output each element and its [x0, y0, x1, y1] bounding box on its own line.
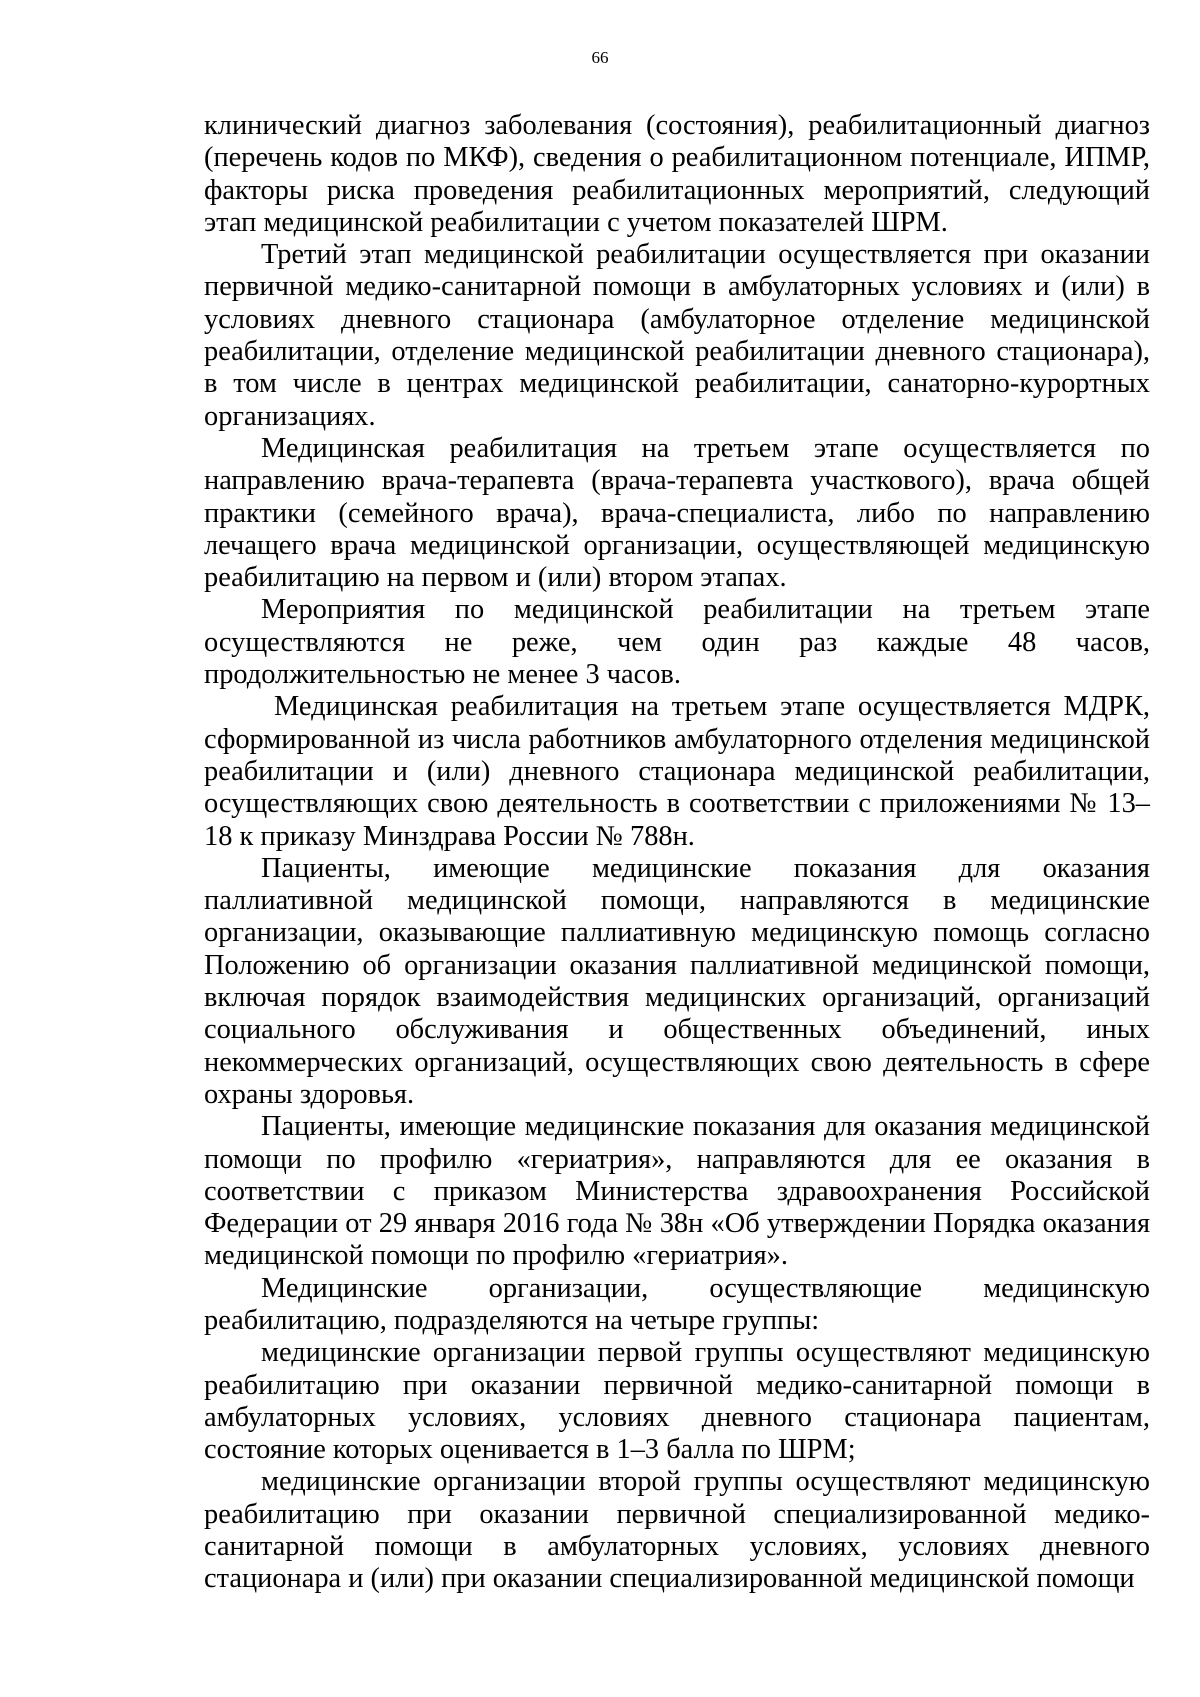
paragraph: Медицинская реабилитация на третьем этапе осуществляется по направлению врача-терапевта (врача-терапевта участкового), врача общей практики (семейного врача), врача-специалиста, либо по направлению лечащего врача медицинской организации, осуществляющей медицинскую реабилитацию на первом и (или) втором этапах. [204, 432, 1150, 594]
paragraph: Медицинские организации, осуществляющие медицинскую реабилитацию, подразделяются на четыре группы: [204, 1272, 1150, 1336]
document-body [204, 110, 1150, 1596]
paragraph: Пациенты, имеющие медицинские показания для оказания медицинской помощи по профилю «гериатрия», направляются для ее оказания в соответствии с приказом Министерства здравоохранения Российской Федерации от 29 января 2016 года № 38н «Об утверждении Порядка оказания медицинской помощи по профилю «гериатрия». [204, 1111, 1150, 1272]
paragraph: медицинские организации первой группы осуществляют медицинскую реабилитацию при оказании первичной медико-санитарной помощи в амбулаторных условиях, условиях дневного стационара пациентам, состояние которых оценивается в 1–3 балла по ШРМ; [204, 1337, 1150, 1466]
paragraph: Мероприятия по медицинской реабилитации на третьем этапе осуществляются не реже, чем один раз каждые 48 часов, продолжительностью не менее 3 часов. [204, 594, 1150, 691]
paragraph: Третий этап медицинской реабилитации осуществляется при оказании первичной медико-санитарной помощи в амбулаторных условиях и (или) в условиях дневного стационара (амбулаторное отделение медицинской реабилитации, отделение медицинской реабилитации дневного стационара), в том числе в центрах медицинской реабилитации, санаторно-курортных организациях. [204, 239, 1150, 432]
paragraph: медицинские организации второй группы осуществляют медицинскую реабилитацию при оказании первичной специализированной медико-санитарной помощи в амбулаторных условиях, условиях дневного стационара и (или) при оказании специализированной медицинской помощи [204, 1466, 1150, 1595]
paragraph: клинический диагноз заболевания (состояния), реабилитационный диагноз (перечень кодов по МКФ), сведения о реабилитационном потенциале, ИПМР, факторы риска проведения реабилитационных мероприятий, следующий этап медицинской реабилитации с учетом показателей ШРМ. [204, 110, 1150, 238]
paragraph: Медицинская реабилитация на третьем этапе осуществляется МДРК, сформированной из числа работников амбулаторного отделения медицинской реабилитации и (или) дневного стационара медицинской реабилитации, осуществляющих свою деятельность в соответствии с приложениями № 13–18 к приказу Минздрава России № 788н. [204, 691, 1150, 852]
page-number: 66 [591, 48, 609, 67]
paragraph: Пациенты, имеющие медицинские показания для оказания паллиативной медицинской помощи, направляются в медицинские организации, оказывающие паллиативную медицинскую помощь согласно Положению об организации оказания паллиативной медицинской помощи, включая порядок взаимодействия медицинских организаций, организаций социального обслуживания и общественных объединений, иных некоммерческих организаций, осуществляющих свою деятельность в сфере охраны здоровья. [204, 852, 1150, 1110]
